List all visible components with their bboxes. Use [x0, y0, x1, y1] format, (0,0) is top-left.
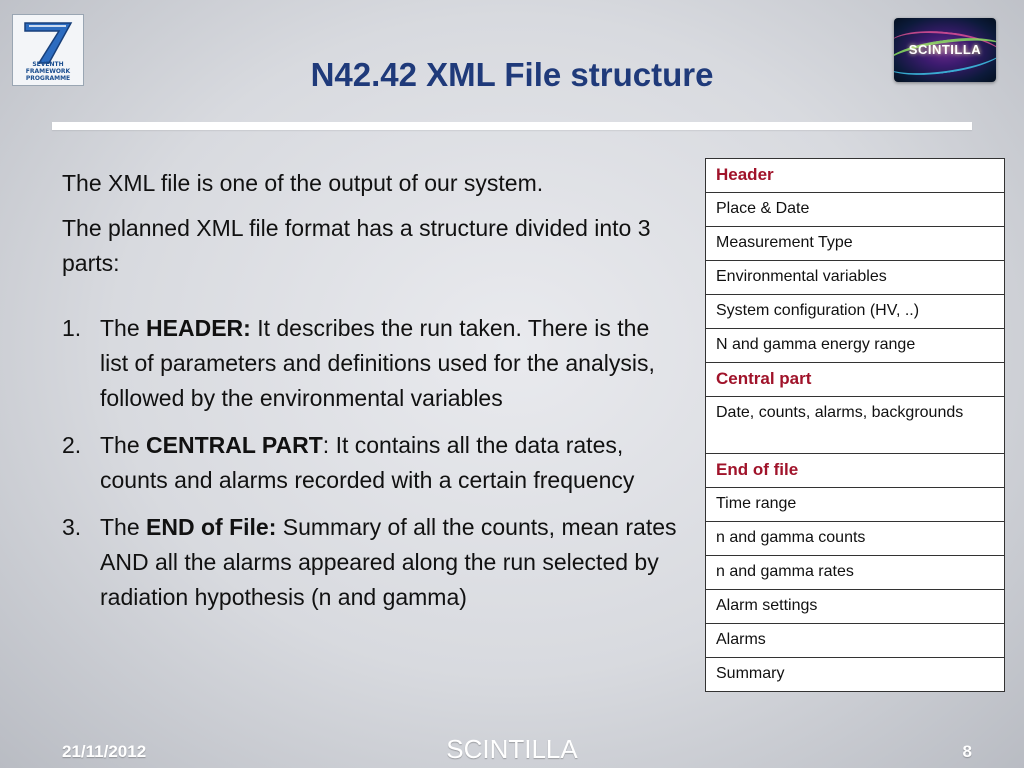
fp7-caption-line2: PROGRAMME: [25, 75, 71, 82]
table-cell: Summary: [706, 658, 1005, 692]
list-item-prefix: The: [100, 432, 147, 458]
file-structure-table: [705, 158, 1005, 692]
table-row: [706, 261, 1005, 295]
table-row: [706, 329, 1005, 363]
list-item-prefix: The: [100, 315, 147, 341]
parts-list: [62, 311, 682, 615]
table-section-header: Header: [706, 159, 1005, 193]
table-row: [706, 397, 1005, 454]
list-item-text: Summary of all the counts, mean rates AND all the alarms appeared along the run selected by radiation hypothesis (n and gamma): [100, 514, 677, 610]
list-number: 1.: [62, 315, 82, 341]
table-section-header: Central part: [706, 363, 1005, 397]
table-row: [706, 454, 1005, 488]
table-cell: Time range: [706, 488, 1005, 522]
intro-paragraph: The planned XML file format has a structure divided into 3 parts:: [62, 215, 651, 276]
table-cell: Environmental variables: [706, 261, 1005, 295]
table-cell: System configuration (HV, ..): [706, 295, 1005, 329]
page-number: 8: [962, 742, 972, 761]
list-item: [62, 428, 682, 498]
list-item-prefix: The: [100, 514, 147, 540]
table-cell: n and gamma counts: [706, 522, 1005, 556]
table-row: [706, 624, 1005, 658]
fp7-caption-line1: SEVENTH FRAMEWORK: [25, 61, 71, 75]
table-row: [706, 488, 1005, 522]
slide-body: [62, 166, 682, 627]
list-item: [62, 510, 682, 615]
list-item-keyword: CENTRAL PART: [146, 432, 323, 458]
table-row: [706, 193, 1005, 227]
table-row: [706, 556, 1005, 590]
table-row: [706, 159, 1005, 193]
table-row: [706, 227, 1005, 261]
footer-project-name: SCINTILLA: [446, 734, 578, 764]
table-cell: N and gamma energy range: [706, 329, 1005, 363]
table-cell: n and gamma rates: [706, 556, 1005, 590]
list-item-keyword: END of File:: [146, 514, 277, 540]
table-cell: Place & Date: [706, 193, 1005, 227]
table-row: [706, 590, 1005, 624]
intro-paragraph: The XML file is one of the output of our system.: [62, 170, 544, 196]
table-cell: Date, counts, alarms, backgrounds: [706, 397, 1005, 454]
title-divider: [52, 122, 972, 130]
slide-title: N42.42 XML File structure: [310, 56, 714, 93]
table-section-header: End of file: [706, 454, 1005, 488]
list-item-keyword: HEADER:: [146, 315, 251, 341]
table-cell: Measurement Type: [706, 227, 1005, 261]
list-number: 2.: [62, 432, 82, 458]
footer-date: 21/11/2012: [62, 742, 147, 761]
table-row: [706, 363, 1005, 397]
list-number: 3.: [62, 514, 82, 540]
scintilla-logo-text: SCINTILLA: [908, 42, 982, 57]
table-row: [706, 658, 1005, 692]
list-item: [62, 311, 682, 416]
list-item-text: : It contains all the data rates, counts and alarms recorded with a certain frequency: [100, 432, 635, 493]
list-item-text: It describes the run taken. There is the list of parameters and definitions used for the analysis, followed by the environmental variables: [100, 315, 655, 411]
table-row: [706, 522, 1005, 556]
table-cell: Alarm settings: [706, 590, 1005, 624]
table-cell: Alarms: [706, 624, 1005, 658]
table-row: [706, 295, 1005, 329]
